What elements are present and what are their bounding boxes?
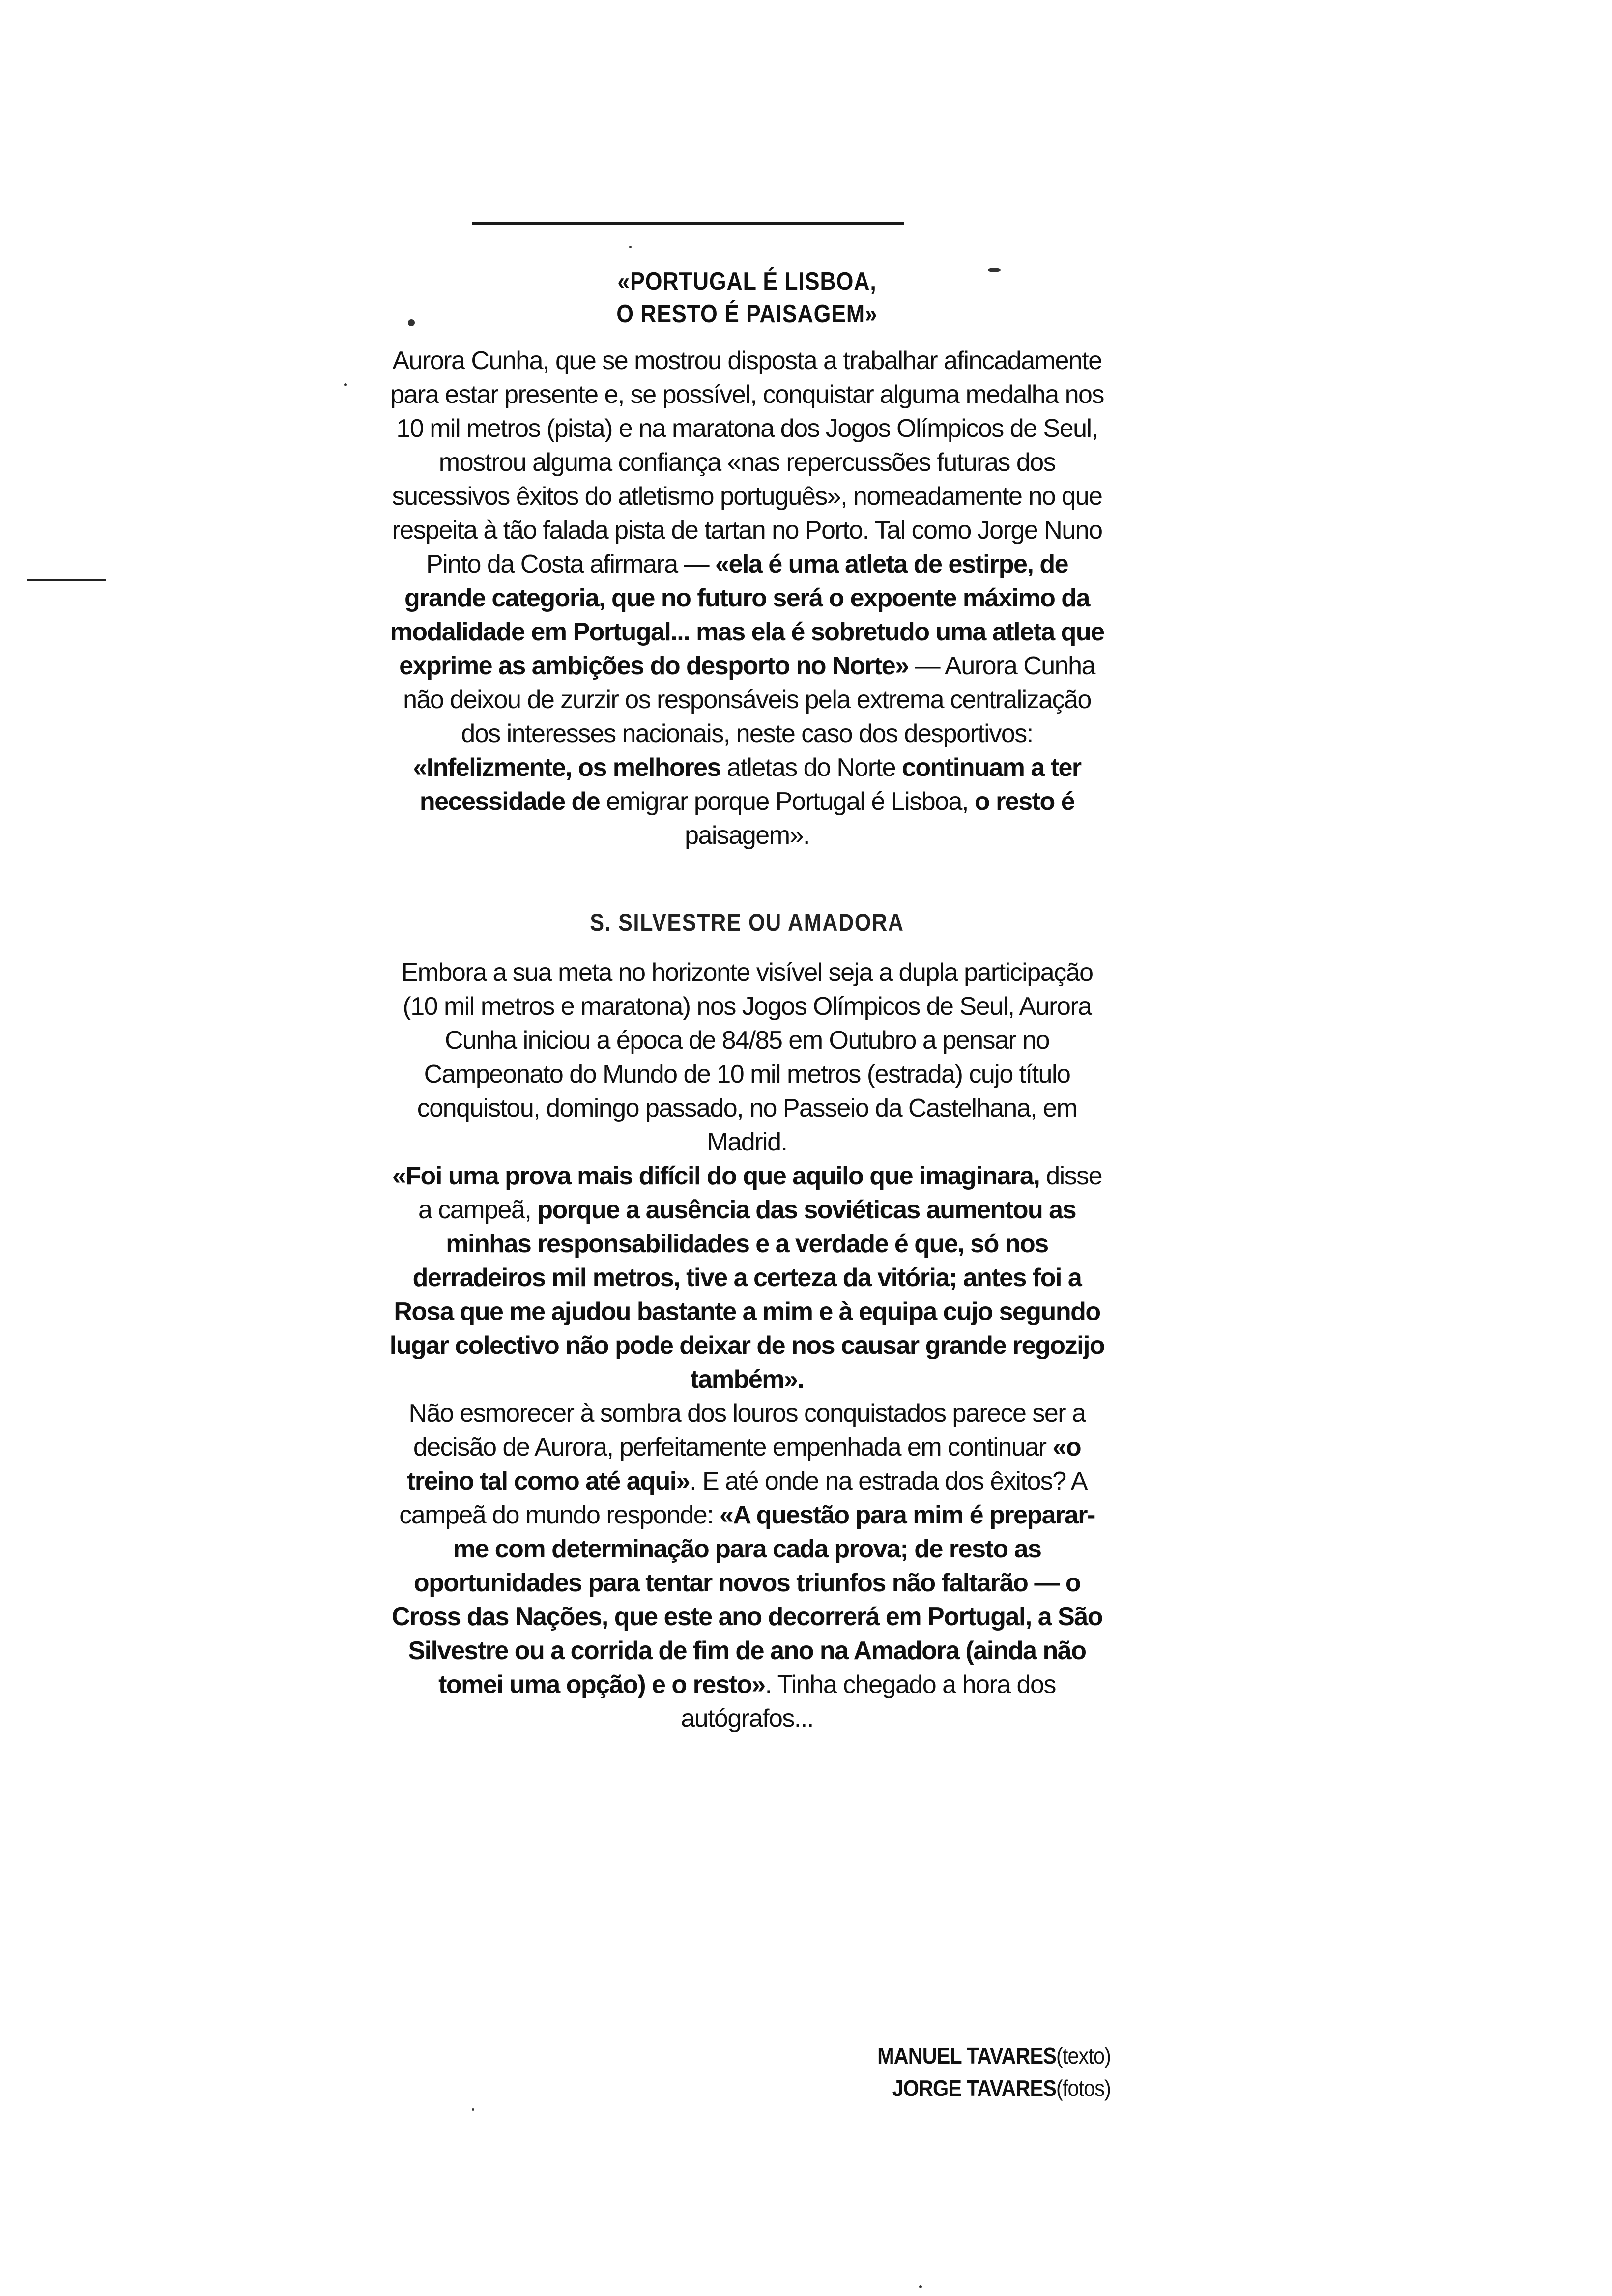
aurora-quote-part-6: paisagem». [685, 821, 809, 850]
paragraph-3-text: Não esmorecer à sombra dos louros conquistados parece ser a decisão de Aurora, perfeitamente empenhada em continuar [408, 1399, 1086, 1462]
article-column [383, 256, 1111, 1736]
paragraph-1-text-cont: — Aurora Cunha não deixou de zurzir os responsáveis pela extrema centralização dos interesses nacionais, neste caso dos desportivos: [403, 652, 1095, 748]
writer-name: MANUEL TAVARES [877, 2043, 1056, 2068]
scan-speck [919, 2285, 922, 2288]
paragraph-2-text: Embora a sua meta no horizonte visível seja a dupla participação (10 mil metros e maratona) nos Jogos Olímpicos de Seul, Aurora Cunha iniciou a época de 84/85 em Outubro a pensar no Campeonato do Mundo de 10 mil metros (estrada) cujo título conquistou, domingo passado, no Passeio da Castelhana, em Madrid. [401, 958, 1093, 1156]
aurora-quote-part-5: o resto é [974, 787, 1075, 816]
training-quote: «o treino tal como até aqui» [407, 1433, 1081, 1495]
byline-credits [845, 2039, 1111, 2104]
paragraph-3-text-cont: . E até onde na estrada dos êxitos? A campeã do mundo responde: [399, 1467, 1087, 1529]
writer-credit [845, 2039, 1111, 2072]
aurora-race-quote-part-2: porque a ausência das soviéticas aumentou as minhas responsabilidades e a verdade é que, só nos derradeiros mil metros, tive a certeza da vitória; antes foi a Rosa que me ajudou bastante a mim e à equipa cujo segundo lugar colectivo não pode deixar de nos causar grande regozijo também». [389, 1196, 1105, 1394]
paragraph-interview-intro [383, 344, 1111, 853]
headline-line-1: «PORTUGAL É LISBOA, [617, 267, 877, 296]
paragraph-madrid-race [383, 956, 1111, 1397]
photographer-name: JORGE TAVARES [892, 2075, 1056, 2101]
pinto-da-costa-quote: «ela é uma atleta de estirpe, de grande categoria, que no futuro será o expoente máximo da modalidade em Portugal... mas ela é sobretudo uma atleta que exprime as ambições do desporto no Norte» [390, 550, 1104, 680]
aurora-quote-part-4: emigrar porque Portugal é Lisboa, [600, 787, 975, 816]
photographer-credit [845, 2072, 1111, 2104]
aurora-quote-part-2: atletas do Norte [720, 753, 902, 782]
top-divider-rule [472, 222, 904, 225]
paragraph-3-closing: . Tinha chegado a hora dos autógrafos... [681, 1670, 1056, 1733]
article-headline [434, 265, 1060, 330]
future-races-quote: «A questão para mim é preparar-me com determinação para cada prova; de resto as oportunidades para tentar novos triunfos não faltarão — o Cross das Nações, que este ano decorrerá em Portugal, a São Silvestre ou a corrida de fim de ano na Amadora (ainda não tomei uma opção) e o resto» [391, 1501, 1103, 1699]
paragraph-1-text: Aurora Cunha, que se mostrou disposta a trabalhar afincadamente para estar presente e, se possível, conquistar alguma medalha nos 10 mil metros (pista) e na maratona dos Jogos Olímpicos de Seul, mostrou alguma confiança «nas repercussões futuras dos sucessivos êxitos do atletismo português», nomeadamente no que respeita à tão falada pista de tartan no Porto. Tal como Jorge Nuno Pinto da Costa afirmara — [390, 346, 1104, 578]
photographer-role: (fotos) [1056, 2075, 1111, 2101]
aurora-quote-part-1: «Infelizmente, os melhores [413, 753, 720, 782]
aurora-quote-part-3: continuam a ter necessidade de [419, 753, 1081, 816]
paragraph-future-plans [383, 1397, 1111, 1736]
scan-speck [344, 383, 347, 386]
headline-line-2: O RESTO É PAISAGEM» [616, 300, 878, 328]
scan-speck [629, 246, 632, 248]
section-subheading: S. SILVESTRE OU AMADORA [590, 909, 904, 936]
aurora-race-quote-part-1: «Foi uma prova mais difícil do que aquilo que imaginara, [392, 1162, 1040, 1190]
writer-role: (texto) [1056, 2043, 1111, 2068]
scan-speck [472, 2108, 474, 2111]
margin-scan-mark [27, 579, 106, 581]
aurora-race-quote-attribution: disse a campeã, [418, 1162, 1102, 1224]
